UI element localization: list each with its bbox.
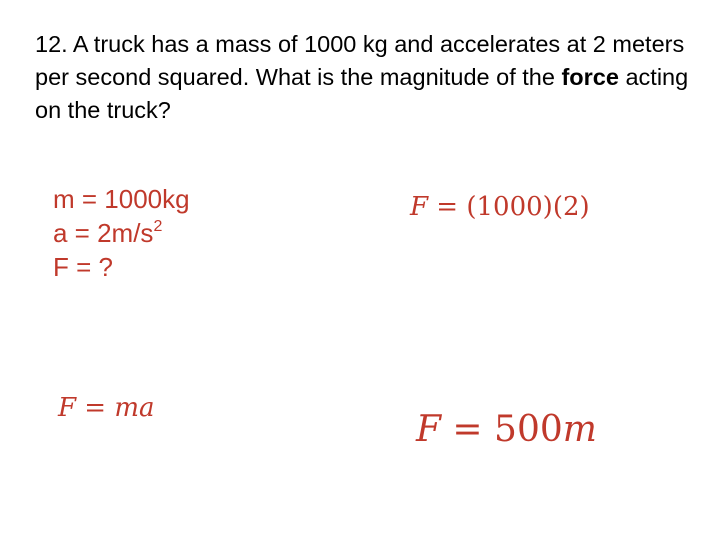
formula-equation xyxy=(58,393,155,423)
given-acceleration-value: a = 2m/s xyxy=(53,218,154,248)
formula-rhs: ma xyxy=(114,393,155,423)
question-bold-word: force xyxy=(561,64,619,90)
question-text-end: acting on the truck? xyxy=(35,64,689,123)
substitution-lhs: F xyxy=(410,192,429,222)
result-unit: m xyxy=(562,409,597,450)
result-lhs: F xyxy=(416,409,441,450)
question-text xyxy=(35,28,695,127)
substitution-rhs: = (1000)(2) xyxy=(428,192,590,222)
result-equation xyxy=(416,409,597,450)
given-mass: m = 1000kg xyxy=(53,184,190,214)
formula-eq: = xyxy=(76,393,115,423)
given-force: F = ? xyxy=(53,252,113,282)
question-text-start: 12. A truck has a mass of 1000 kg and accelerates at 2 meters per second squared. What is the magnitude of the xyxy=(35,31,685,90)
givens-list xyxy=(53,182,190,284)
result-value: = 500 xyxy=(440,409,563,450)
given-acceleration xyxy=(53,216,190,250)
given-acceleration-exponent: 2 xyxy=(153,218,163,235)
substitution-equation xyxy=(410,192,590,222)
formula-lhs: F xyxy=(58,393,77,423)
